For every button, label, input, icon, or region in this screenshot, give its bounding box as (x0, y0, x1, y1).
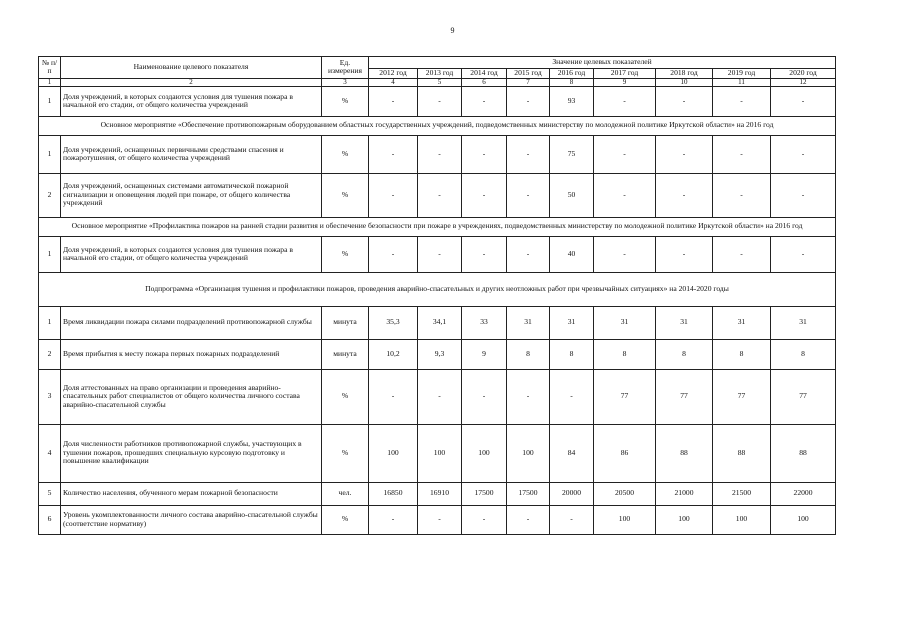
header-column-number: 12 (771, 78, 836, 86)
row-number: 6 (39, 505, 61, 534)
value-cell: 10,2 (369, 339, 418, 369)
table-row (39, 424, 836, 482)
value-cell: - (462, 236, 507, 272)
table-row (39, 339, 836, 369)
value-cell: 20500 (594, 482, 656, 505)
value-cell: 17500 (507, 482, 550, 505)
table-row (39, 482, 836, 505)
value-cell: - (462, 135, 507, 173)
header-column-number: 4 (369, 78, 418, 86)
value-cell: 21000 (656, 482, 713, 505)
table-row (39, 135, 836, 173)
row-number: 3 (39, 369, 61, 424)
header-column-number: 6 (462, 78, 507, 86)
value-cell: 20000 (550, 482, 594, 505)
unit-cell: чел. (322, 482, 369, 505)
value-cell: - (462, 505, 507, 534)
section-row (39, 116, 836, 135)
header-year: 2013 год (418, 69, 462, 79)
value-cell: - (462, 173, 507, 217)
value-cell: - (656, 173, 713, 217)
value-cell: 77 (656, 369, 713, 424)
indicator-name: Доля аттестованных на право организации и проведения аварийно-спасательных работ специалистов от общего количества личного состава аварийно-спасательной службы (61, 369, 322, 424)
indicator-name: Количество населения, обученного мерам пожарной безопасности (61, 482, 322, 505)
value-cell: 100 (656, 505, 713, 534)
header-column-number: 3 (322, 78, 369, 86)
unit-cell: минута (322, 339, 369, 369)
value-cell: 21500 (713, 482, 771, 505)
row-number: 1 (39, 236, 61, 272)
unit-cell: % (322, 135, 369, 173)
value-cell: - (418, 86, 462, 116)
indicator-name: Доля учреждений, оснащенных системами автоматической пожарной сигнализации и оповещения людей при пожаре, от общего количества учреждений (61, 173, 322, 217)
header-num: № п/п (39, 57, 61, 79)
value-cell: 8 (656, 339, 713, 369)
value-cell: 22000 (771, 482, 836, 505)
value-cell: 77 (594, 369, 656, 424)
value-cell: - (594, 173, 656, 217)
value-cell: 16850 (369, 482, 418, 505)
value-cell: 100 (713, 505, 771, 534)
section-title: Основное мероприятие «Обеспечение противопожарным оборудованием областных государственных учреждений, подведомственных министерству по молодежной политике Иркутской области» на 2016 год (39, 116, 836, 135)
section-row (39, 272, 836, 306)
value-cell: 100 (507, 424, 550, 482)
row-number: 1 (39, 86, 61, 116)
indicator-name: Уровень укомплектованности личного состава аварийно-спасательной службы (соответствие нормативу) (61, 505, 322, 534)
header-column-number: 8 (550, 78, 594, 86)
value-cell: 93 (550, 86, 594, 116)
header-column-number: 11 (713, 78, 771, 86)
value-cell: 88 (771, 424, 836, 482)
value-cell: - (369, 236, 418, 272)
value-cell: 100 (369, 424, 418, 482)
table-row (39, 173, 836, 217)
value-cell: - (713, 236, 771, 272)
value-cell: 84 (550, 424, 594, 482)
value-cell: - (771, 86, 836, 116)
value-cell: - (656, 86, 713, 116)
value-cell: - (418, 505, 462, 534)
row-number: 4 (39, 424, 61, 482)
section-row (39, 217, 836, 236)
row-number: 1 (39, 306, 61, 339)
indicator-name: Доля учреждений, в которых создаются условия для тушения пожара в начальной его стадии, от общего количества учреждений (61, 86, 322, 116)
value-cell: 31 (594, 306, 656, 339)
value-cell: - (594, 86, 656, 116)
value-cell: - (713, 173, 771, 217)
value-cell: 8 (713, 339, 771, 369)
header-year: 2017 год (594, 69, 656, 79)
value-cell: - (507, 505, 550, 534)
value-cell: - (369, 173, 418, 217)
unit-cell: % (322, 505, 369, 534)
value-cell: - (594, 236, 656, 272)
header-column-number: 2 (61, 78, 322, 86)
value-cell: - (462, 369, 507, 424)
indicator-name: Доля учреждений, в которых создаются условия для тушения пожара в начальной его стадии, от общего количества учреждений (61, 236, 322, 272)
header-column-number: 9 (594, 78, 656, 86)
header-year: 2020 год (771, 69, 836, 79)
target-indicators-table (38, 56, 836, 535)
value-cell: 40 (550, 236, 594, 272)
table-row (39, 306, 836, 339)
value-cell: 8 (771, 339, 836, 369)
value-cell: 77 (713, 369, 771, 424)
value-cell: 9,3 (418, 339, 462, 369)
value-cell: - (507, 236, 550, 272)
value-cell: - (418, 369, 462, 424)
value-cell: 31 (550, 306, 594, 339)
value-cell: 8 (550, 339, 594, 369)
row-number: 2 (39, 173, 61, 217)
header-year: 2018 год (656, 69, 713, 79)
value-cell: 100 (418, 424, 462, 482)
value-cell: 35,3 (369, 306, 418, 339)
value-cell: 31 (656, 306, 713, 339)
value-cell: 8 (594, 339, 656, 369)
value-cell: - (507, 369, 550, 424)
header-year: 2016 год (550, 69, 594, 79)
section-title: Подпрограмма «Организация тушения и профилактики пожаров, проведения аварийно-спасательных и других неотложных работ при чрезвычайных ситуациях» на 2014-2020 годы (39, 272, 836, 306)
value-cell: 100 (771, 505, 836, 534)
unit-cell: минута (322, 306, 369, 339)
value-cell: 31 (771, 306, 836, 339)
value-cell: 9 (462, 339, 507, 369)
value-cell: - (713, 86, 771, 116)
value-cell: 88 (713, 424, 771, 482)
value-cell: 33 (462, 306, 507, 339)
value-cell: 88 (656, 424, 713, 482)
value-cell: - (369, 369, 418, 424)
value-cell: - (771, 236, 836, 272)
value-cell: 31 (507, 306, 550, 339)
header-values: Значение целевых показателей (369, 57, 836, 69)
row-number: 2 (39, 339, 61, 369)
value-cell: 16910 (418, 482, 462, 505)
indicator-name: Доля учреждений, оснащенных первичными средствами спасения и пожаротушения, от общего количества учреждений (61, 135, 322, 173)
header-year: 2014 год (462, 69, 507, 79)
value-cell: - (713, 135, 771, 173)
header-year: 2015 год (507, 69, 550, 79)
value-cell: 8 (507, 339, 550, 369)
value-cell: - (507, 86, 550, 116)
header-year: 2019 год (713, 69, 771, 79)
value-cell: 75 (550, 135, 594, 173)
row-number: 5 (39, 482, 61, 505)
table-row (39, 86, 836, 116)
table-row (39, 369, 836, 424)
value-cell: - (550, 369, 594, 424)
indicator-name: Доля численности работников противопожарной службы, участвующих в тушении пожаров, прошедших специальную курсовую подготовку и повышение квалификации (61, 424, 322, 482)
row-number: 1 (39, 135, 61, 173)
value-cell: - (418, 135, 462, 173)
unit-cell: % (322, 369, 369, 424)
table-row (39, 505, 836, 534)
unit-cell: % (322, 236, 369, 272)
unit-cell: % (322, 173, 369, 217)
header-column-numbers-row (39, 78, 836, 86)
section-title: Основное мероприятие «Профилактика пожаров на ранней стадии развития и обеспечение безопасности при пожаре в учреждениях, подведомственных министерству по молодежной политике Иркутской области» на 2016 год (39, 217, 836, 236)
value-cell: 86 (594, 424, 656, 482)
value-cell: - (369, 86, 418, 116)
value-cell: - (771, 135, 836, 173)
header-column-number: 5 (418, 78, 462, 86)
unit-cell: % (322, 86, 369, 116)
value-cell: 34,1 (418, 306, 462, 339)
header-year: 2012 год (369, 69, 418, 79)
value-cell: - (771, 173, 836, 217)
value-cell: - (507, 135, 550, 173)
value-cell: 50 (550, 173, 594, 217)
value-cell: - (418, 173, 462, 217)
value-cell: 100 (594, 505, 656, 534)
indicator-name: Время прибытия к месту пожара первых пожарных подразделений (61, 339, 322, 369)
value-cell: 100 (462, 424, 507, 482)
value-cell: - (462, 86, 507, 116)
value-cell: - (369, 505, 418, 534)
value-cell: - (594, 135, 656, 173)
header-column-number: 1 (39, 78, 61, 86)
value-cell: - (507, 173, 550, 217)
value-cell: - (656, 236, 713, 272)
page-number: 9 (450, 26, 455, 35)
unit-cell: % (322, 424, 369, 482)
indicator-name: Время ликвидации пожара силами подразделений противопожарной службы (61, 306, 322, 339)
header-unit: Ед. измерения (322, 57, 369, 79)
value-cell: 17500 (462, 482, 507, 505)
value-cell: - (550, 505, 594, 534)
value-cell: - (418, 236, 462, 272)
header-column-number: 10 (656, 78, 713, 86)
table-row (39, 236, 836, 272)
value-cell: 31 (713, 306, 771, 339)
header-column-number: 7 (507, 78, 550, 86)
value-cell: 77 (771, 369, 836, 424)
value-cell: - (369, 135, 418, 173)
header-name: Наименование целевого показателя (61, 57, 322, 79)
value-cell: - (656, 135, 713, 173)
